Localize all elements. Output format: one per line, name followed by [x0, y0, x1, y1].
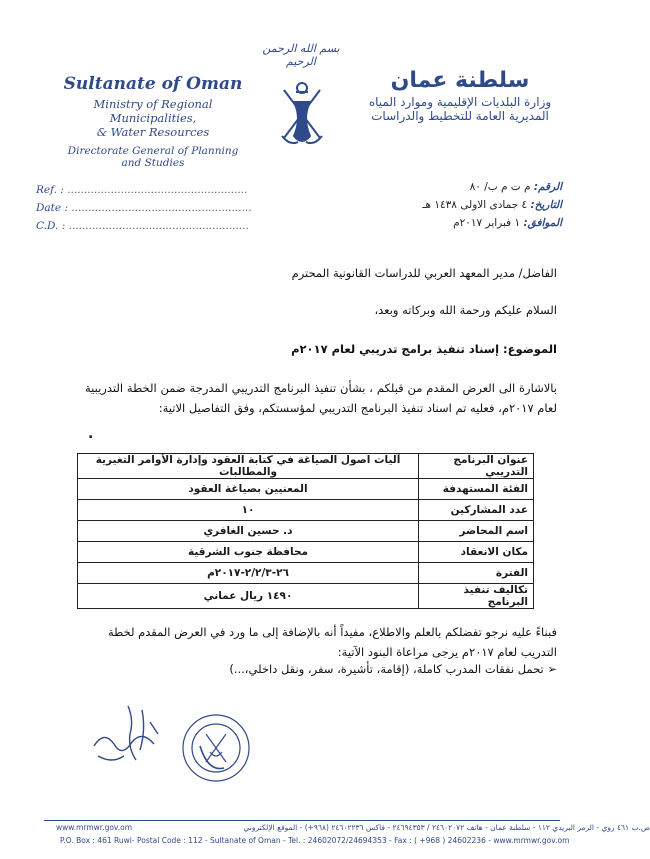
footer-website: www.mrmwr.gov.om: [56, 823, 133, 832]
date-field: Date : ......................................................: [36, 202, 252, 214]
subject-line: الموضوع: إسناد تنفيذ برامج تدريبي لعام ٢٠١٧م: [291, 342, 557, 356]
table-row: [78, 500, 534, 521]
stray-dot: .: [88, 426, 94, 442]
intro-paragraph: بالاشارة الى العرض المقدم من قبلكم ، بشأن تنفيذ البرنامج التدريبي المدرجة ضمن الخطة التدريبية لعام ٢٠١٧م، فعليه تم اسناد تنفيذ البرنامج التدريبي لمؤسستكم، وفق التفاصيل الاتية:: [85, 381, 557, 415]
ar-hijri-date: التاريخ: ٤ جمادى الاولى ١٤٣٨ هـ: [422, 199, 562, 211]
ministry-line-1: Ministry of Regional Municipalities,: [93, 97, 213, 125]
row-value: محافظة جنوب الشرقية: [78, 542, 419, 563]
table-row: [78, 521, 534, 542]
greeting: السلام عليكم ورحمة الله وبركاته وبعد،: [374, 303, 557, 317]
ministry-line-2: & Water Resources: [96, 125, 210, 139]
footer-divider: [44, 820, 560, 821]
addressee: الفاضل/ مدير المعهد العربي للدراسات القانونية المحترم: [291, 266, 557, 280]
row-label: تكاليف تنفيذ البرنامج: [419, 584, 534, 609]
english-reference-fields: [36, 184, 252, 238]
row-label: عدد المشاركين: [419, 500, 534, 521]
arabic-directorate: المديرية العامة للتخطيط والدراسات: [371, 109, 549, 123]
arabic-sultanate-title: سلطنة عمان: [390, 68, 530, 93]
row-value: د. حسين الغافري: [78, 521, 419, 542]
bismillah-calligraphy: بسم الله الرحمن الرحيم: [262, 42, 340, 68]
row-value: ٢٦-٢/٢/٣-٢٠١٧م: [78, 563, 419, 584]
row-label: اسم المحاضر: [419, 521, 534, 542]
program-details-table: [77, 453, 534, 609]
ref-field: Ref. : ......................................................: [36, 184, 248, 196]
row-label: الفئة المستهدفة: [419, 479, 534, 500]
official-stamp: [180, 712, 252, 784]
cc-field: C.D. : ......................................................: [36, 220, 249, 232]
ar-ref-number: الرقم: م ت م ب/ ٨٠: [469, 181, 562, 193]
table-row: [78, 542, 534, 563]
table-row: [78, 454, 534, 479]
table-row: [78, 563, 534, 584]
row-label: عنوان البرنامج التدريبي: [419, 454, 534, 479]
sultanate-title: Sultanate of Oman: [63, 74, 243, 94]
row-value: ١٤٩٠ ريال عماني: [78, 584, 419, 609]
row-value: المعنيين بصياغة العقود: [78, 479, 419, 500]
row-value: آليات اصول الصياغة في كتابة العقود وإدارة الأوامر التغيرية والمطالبات: [78, 454, 419, 479]
handwritten-signature: [84, 700, 166, 772]
arabic-letterhead: [355, 68, 565, 123]
table-row: [78, 584, 534, 609]
ar-gregorian-date: الموافق: ١ فبراير ٢٠١٧م: [453, 217, 562, 229]
directorate-line-1: Directorate General of Planning: [67, 145, 239, 157]
arrow-bullet-icon: ➢: [543, 662, 557, 676]
english-letterhead: [58, 74, 248, 169]
table-row: [78, 479, 534, 500]
arabic-reference-fields: [330, 181, 562, 235]
footer-arabic-contact: ص.ب ٤٦١ روي - الرمز البريدي ١١٢ - سلطنة عمان - هاتف ٢٤٦٠٢٠٧٢ / ٢٤٦٩٤٣٥٣ - فاكس ٢٤٦٠٢٢٣٦ (٩٦٨+) - الموقع الإلكتروني: [243, 823, 650, 832]
row-value: ١٠: [78, 500, 419, 521]
row-label: مكان الانعقاد: [419, 542, 534, 563]
footer-english-contact: P.O. Box : 461 Ruwi- Postal Code : 112 - Sultanate of Oman - Tel. : 24602072/24694353 - Fax : ( +968 ) 24602236 - www.mrmwr.gov.om: [60, 836, 570, 845]
bullet-item: ➢ تحمل نفقات المدرب كاملة، (إقامة، تأشيرة، سفر، ونقل داخلي،...): [229, 662, 557, 676]
arabic-ministry: وزارة البلديات الإقليمية وموارد المياه: [368, 95, 552, 109]
row-label: الفترة: [419, 563, 534, 584]
closing-paragraph: فبناءً عليه نرجو تفضلكم بالعلم والاطلاع، مفيداً أنه بالإضافة إلى ما ورد في العرض المقدم لخطة التدريب لعام ٢٠١٧م يرجى مراعاة البنود الآتية:: [107, 625, 557, 659]
directorate-line-2: and Studies: [121, 157, 185, 169]
oman-emblem-icon: [276, 72, 328, 152]
